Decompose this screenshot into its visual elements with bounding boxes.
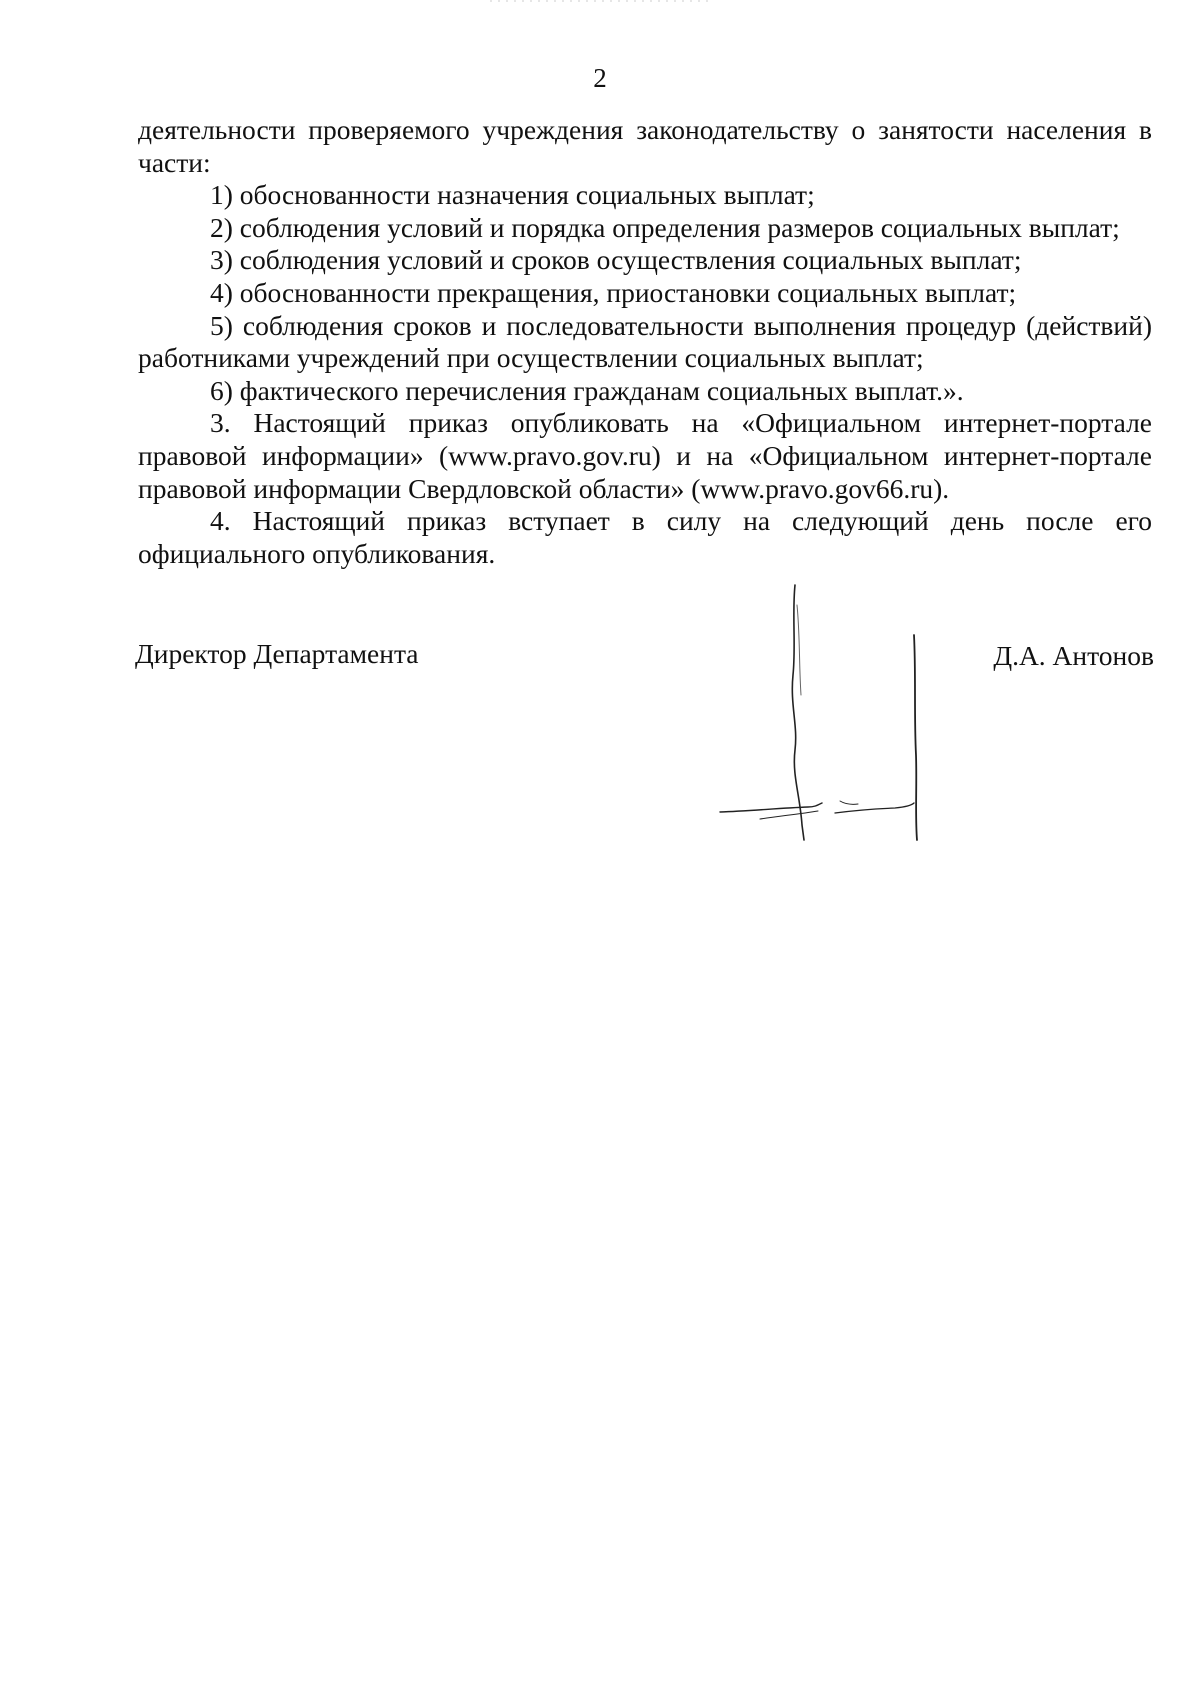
page-number: 2: [593, 63, 607, 93]
paragraph-3-publication: 3. Настоящий приказ опубликовать на «Официальном интернет-портале правовой информации» (www.pravo.gov.ru) и на «Официальном интернет-портале правовой информации Свердловской области» (www.pravo.gov66.ru).: [138, 407, 1152, 504]
paragraph-intro-continuation: деятельности проверяемого учреждения законодательству о занятости населения в части:: [138, 114, 1152, 178]
document-body: [138, 114, 1152, 570]
signer-title: Директор Департамента: [135, 638, 419, 669]
list-item-4: 4) обоснованности прекращения, приостановки социальных выплат;: [210, 276, 1017, 308]
handwritten-signature: [700, 575, 940, 845]
scan-edge-mark: [490, 0, 710, 3]
list-item-5: 5) соблюдения сроков и последовательности выполнения процедур (действий) работниками учреждений при осуществлении социальных выплат;: [138, 309, 1152, 374]
list-item-1: 1) обоснованности назначения социальных выплат;: [210, 179, 815, 211]
signer-name: Д.А. Антонов: [993, 640, 1154, 671]
paragraph-4-effective-date: 4. Настоящий приказ вступает в силу на следующий день после его официального опубликования.: [138, 505, 1152, 569]
list-item-3: 3) соблюдения условий и сроков осуществления социальных выплат;: [210, 244, 1022, 276]
list-item-2: 2) соблюдения условий и порядка определения размеров социальных выплат;: [210, 211, 1120, 243]
list-item-6: 6) фактического перечисления гражданам социальных выплат.».: [210, 374, 964, 406]
